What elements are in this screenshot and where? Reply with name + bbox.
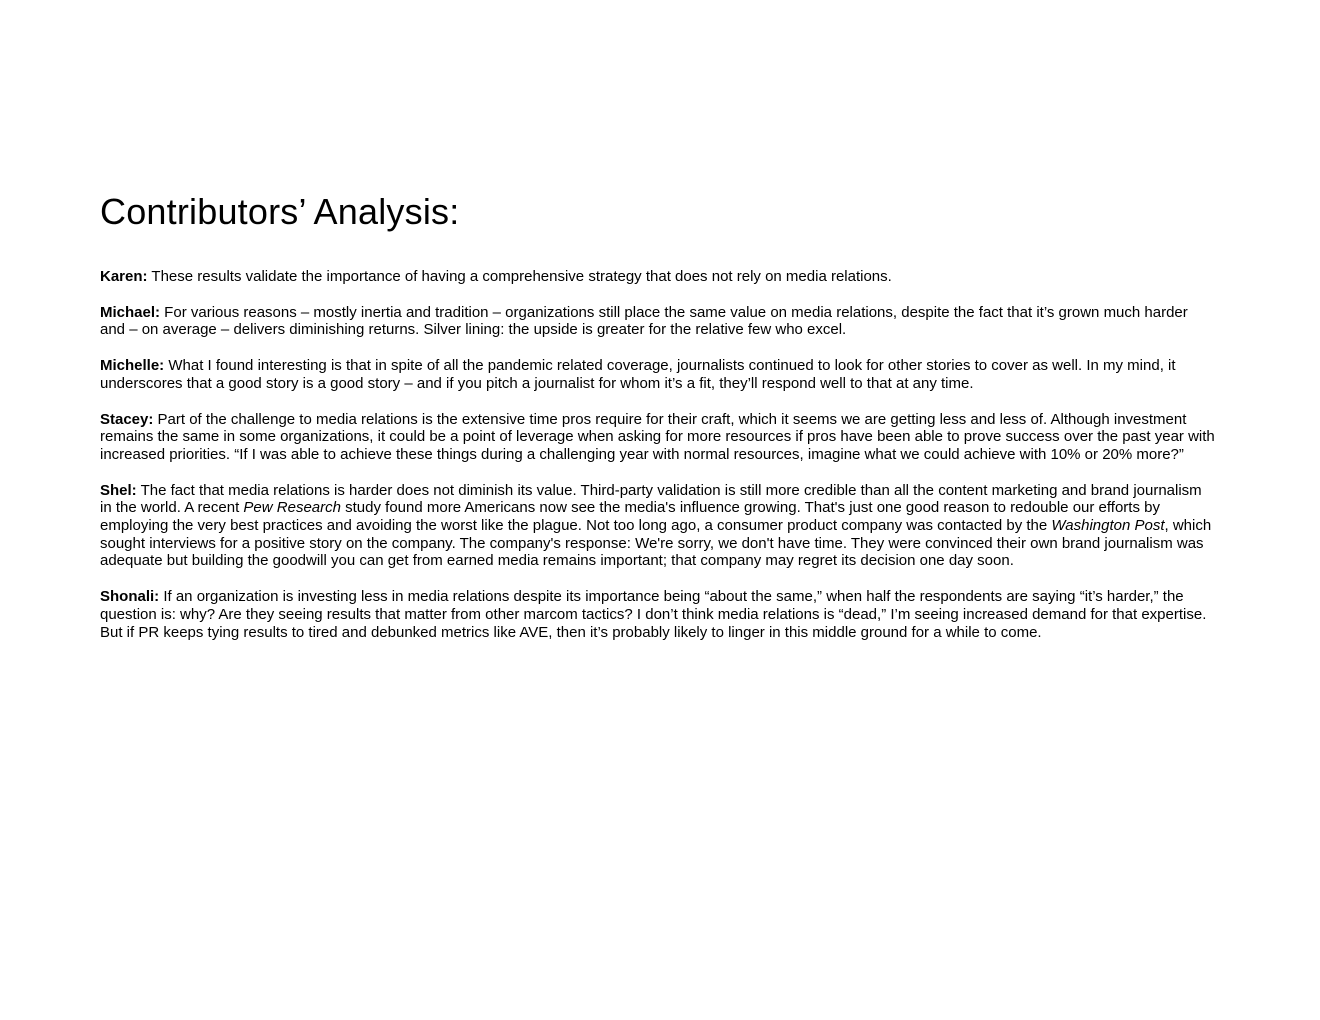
contributor-paragraph: [100, 588, 1215, 641]
contributor-comment: These results validate the importance of having a comprehensive strategy that does not rely on media relations.: [147, 268, 892, 285]
contributor-comment: The fact that media relations is harder does not diminish its value. Third-party validation is still more credible than all the content marketing and brand journalism in the world. A recent: [100, 481, 1202, 517]
contributor-comment: , which sought interviews for a positive story on the company. The company's response: We're sorry, we don't have time. They were convinced their own brand journalism was adequate but building the goodwill you can get from earned media remains important; that company may regret its decision one day soon.: [100, 517, 1212, 570]
contributor-name: Stacey:: [100, 410, 154, 428]
publication-name: Washington Post: [1051, 517, 1165, 535]
contributor-comment: study found more Americans now see the media's influence growing. That's just one good reason to redouble our efforts by employing the very best practices and avoiding the worst like the plague. Not too long ago, a consumer product company was contacted by the: [100, 499, 1160, 535]
contributor-paragraph: [100, 304, 1215, 339]
contributor-paragraph: [100, 357, 1215, 392]
document-page: [100, 188, 1215, 659]
contributor-name: Karen:: [100, 268, 148, 285]
contributor-paragraph: [100, 411, 1215, 464]
page-title: Contributors’ Analysis:: [100, 191, 460, 232]
contributor-comment: For various reasons – mostly inertia and tradition – organizations still place the same value on media relations, despite the fact that it’s grown much harder and – on average – delivers diminishing returns. Silver lining: the upside is greater for the relative few who excel.: [100, 303, 1188, 339]
contributor-comment: Part of the challenge to media relations is the extensive time pros require for their craft, which it seems we are getting less and less of. Although investment remains the same in some organizations, it could be a point of leverage when asking for more resources if pros have been able to prove success over the past year with increased priorities. “If I was able to achieve these things during a challenging year with normal resources, imagine what we could achieve with 10% or 20% more?”: [100, 410, 1215, 463]
publication-name: Pew Research: [243, 499, 341, 517]
contributor-name: Michael:: [100, 303, 161, 321]
contributor-entries: [100, 268, 1215, 641]
contributor-comment: What I found interesting is that in spite of all the pandemic related coverage, journalists continued to look for other stories to cover as well. In my mind, it underscores that a good story is a good story – and if you pitch a journalist for whom it’s a fit, they’ll respond well to that at any time.: [100, 357, 1176, 392]
contributor-comment: If an organization is investing less in media relations despite its importance being “about the same,” when half the respondents are saying “it’s harder,” the question is: why? Are they seeing results that matter from other marcom tactics? I don’t think media relations is “dead,” I’m seeing increased demand for that expertise. But if PR keeps tying results to tired and debunked metrics like AVE, then it’s probably likely to linger in this middle ground for a while to come.: [100, 588, 1207, 641]
contributor-name: Shel:: [100, 481, 137, 499]
contributor-name: Shonali:: [100, 588, 160, 606]
contributor-name: Michelle:: [100, 357, 165, 375]
contributor-paragraph: [100, 268, 1215, 286]
contributor-paragraph: [100, 482, 1215, 571]
